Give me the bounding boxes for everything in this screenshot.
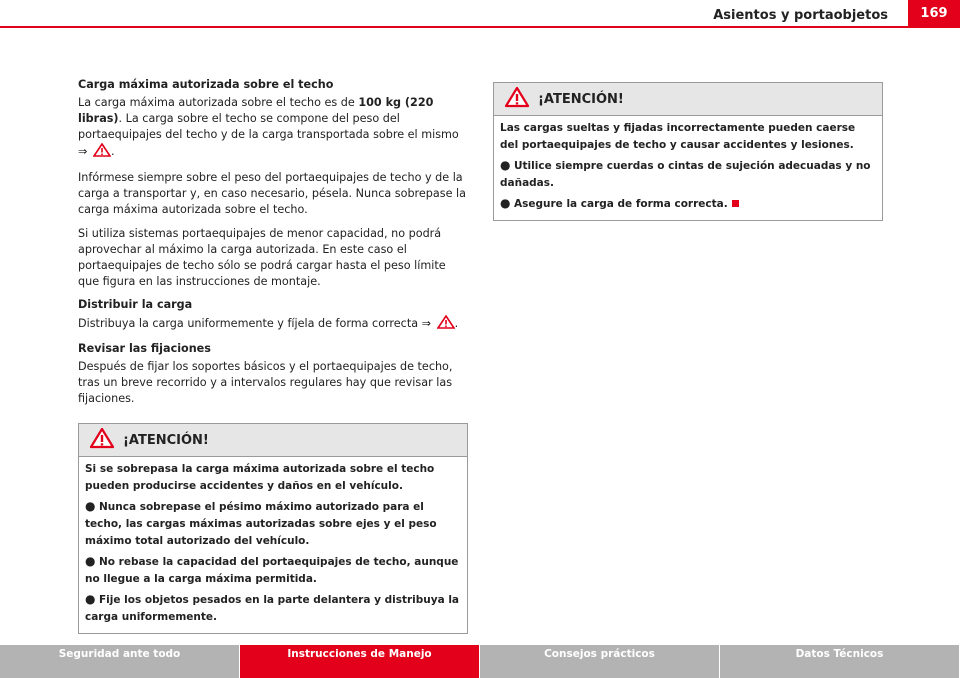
bullet-dot-icon: ● xyxy=(500,196,511,210)
bullet-dot-icon: ● xyxy=(500,158,511,172)
warning-intro: Si se sobrepasa la carga máxima autorizada sobre el techo pueden producirse accidentes y daños en el vehículo. xyxy=(85,463,435,492)
paragraph-smaller-systems: Si utiliza sistemas portaequipajes de menor capacidad, no podrá aprovechar al máximo la carga autorizada. En este caso el portaequipajes de techo sólo se podrá cargar hasta el peso límite que figura en las instrucciones de montaje. xyxy=(78,227,446,288)
section-heading-max-load: Carga máxima autorizada sobre el techo xyxy=(78,78,334,91)
bullet-dot-icon: ● xyxy=(85,499,96,513)
warning-box-body xyxy=(79,457,467,633)
footer-nav xyxy=(0,645,960,678)
warning-title: ¡ATENCIÓN! xyxy=(123,432,209,448)
warning-title: ¡ATENCIÓN! xyxy=(538,91,624,107)
bullet-text: Fije los objetos pesados en la parte delantera y distribuya la carga uniformemente. xyxy=(85,594,460,623)
bullet-dot-icon: ● xyxy=(85,592,96,606)
warning-triangle-icon xyxy=(437,315,455,334)
text-span: La carga máxima autorizada sobre el techo es de xyxy=(78,96,359,109)
left-column xyxy=(78,78,468,634)
bullet-dot-icon: ● xyxy=(85,554,96,568)
text-span: . xyxy=(110,145,115,158)
warning-box-header xyxy=(494,83,882,116)
bullet-text: Utilice siempre cuerdas o cintas de sujeción adecuadas y no dañadas. xyxy=(500,160,871,189)
warning-box-left xyxy=(78,423,468,634)
paragraph-weigh-load: Infórmese siempre sobre el peso del portaequipajes de techo y de la carga a transportar y, en caso necesario, pésela. Nunca sobrepase la carga máxima autorizada sobre el techo. xyxy=(78,171,466,216)
bullet-text: No rebase la capacidad del portaequipajes de techo, aunque no llegue a la carga máxima permitida. xyxy=(85,556,459,585)
page-header-title: Asientos y portaobjetos xyxy=(713,8,888,23)
warning-bullet xyxy=(500,157,876,192)
footer-tab-practical-tips[interactable]: Consejos prácticos xyxy=(480,645,720,678)
section-heading-check-fixings: Revisar las fijaciones xyxy=(78,342,211,355)
right-column xyxy=(493,82,883,221)
warning-triangle-icon xyxy=(93,143,111,162)
warning-bullet xyxy=(500,195,876,213)
warning-triangle-icon xyxy=(89,427,115,453)
bullet-text: Asegure la carga de forma correcta. xyxy=(514,198,728,210)
warning-box-header xyxy=(79,424,467,457)
text-span: . La carga sobre el techo se compone del peso del portaequipajes del techo y de la carga transportada sobre el mismo ⇒ xyxy=(78,112,459,158)
paragraph-max-load xyxy=(78,95,468,162)
header-rule xyxy=(0,26,960,28)
warning-box-right xyxy=(493,82,883,221)
paragraph-check-fixings: Después de fijar los soportes básicos y el portaequipajes de techo, tras un breve recorrido y a intervalos regulares hay que revisar las fijaciones. xyxy=(78,360,453,405)
paragraph-distribute xyxy=(78,315,468,334)
warning-bullet xyxy=(85,553,461,588)
max-load-value: 100 kg (220 libras) xyxy=(78,96,434,125)
warning-box-body xyxy=(494,116,882,220)
footer-tab-safety[interactable]: Seguridad ante todo xyxy=(0,645,240,678)
section-end-mark-icon xyxy=(732,200,739,207)
text-span: Distribuya la carga uniformemente y fíjela de forma correcta ⇒ xyxy=(78,317,435,330)
warning-bullet xyxy=(85,498,461,550)
warning-triangle-icon xyxy=(504,86,530,112)
text-span: . xyxy=(454,317,459,330)
section-heading-distribute: Distribuir la carga xyxy=(78,298,193,311)
warning-intro: Las cargas sueltas y fijadas incorrectamente pueden caerse del portaequipajes de techo y causar accidentes y lesiones. xyxy=(500,122,856,151)
bullet-text: Nunca sobrepase el pésimo máximo autorizado para el techo, las cargas máximas autorizadas sobre ejes y el peso máximo total autorizado del vehículo. xyxy=(85,501,437,547)
footer-tab-technical-data[interactable]: Datos Técnicos xyxy=(720,645,960,678)
warning-bullet xyxy=(85,591,461,626)
footer-tab-operating-instructions[interactable]: Instrucciones de Manejo xyxy=(240,645,480,678)
page-number-badge: 169 xyxy=(908,0,960,26)
